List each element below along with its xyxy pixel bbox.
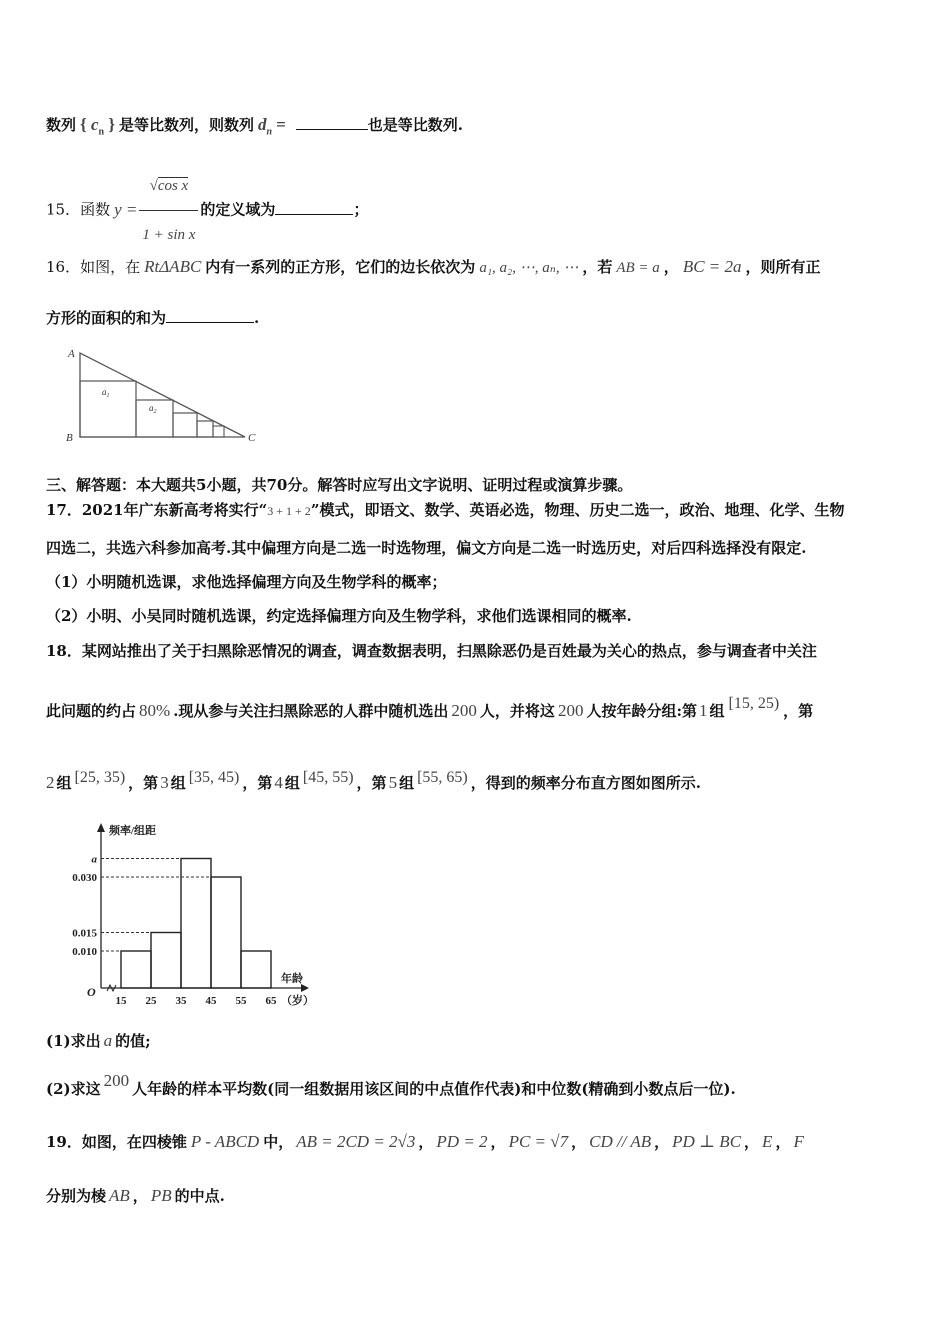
q14-eq: = (276, 115, 286, 134)
question-18-line1: 18．某网站推出了关于扫黑除恶情况的调查，调查数据表明，扫黑除恶仍是百姓最为关心的热点，参与调查者中关注 (46, 642, 817, 660)
q15-fraction (139, 162, 198, 259)
label-c: C (248, 432, 256, 444)
q19-cond-2: PD = 2 (436, 1132, 488, 1151)
y-tick-label: 0.010 (72, 946, 97, 958)
y-axis-arrow (97, 823, 105, 832)
q19-edge-ab: AB (109, 1186, 130, 1205)
axis-break-mark (107, 985, 116, 991)
q19-cond-1: AB = 2CD = 2√3 (296, 1132, 416, 1151)
triangle-figure (60, 345, 270, 445)
question-15 (46, 162, 368, 259)
q15-denominator: 1 + sin x (142, 227, 196, 243)
q19-point-f: F (793, 1132, 804, 1151)
question-17-part1: （1）小明随机选课，求他选择偏理方向及生物学科的概率； (46, 573, 447, 591)
histogram-bar (151, 933, 181, 989)
x-axis-label: 年龄 (281, 973, 303, 985)
square-a2 (136, 400, 173, 437)
q18-count: 200 (557, 701, 584, 720)
square-a4 (197, 421, 213, 437)
question-18-sub2: (2)求这 200 人年龄的样本平均数(同一组数据用该区间的中点值作代表)和中位数(精确到小数点后一位). (46, 1071, 736, 1098)
answer-blank[interactable] (296, 113, 368, 130)
histogram-bar (181, 859, 211, 989)
x-unit-label: （岁） (281, 995, 314, 1007)
question-17-part2: （2）小明、小吴同时随机选课，约定选择偏理方向及生物学科，求他们选课相同的概率. (46, 607, 632, 625)
square-a1 (80, 381, 136, 437)
q17-text: ”模式，即语文、数学、英语必选，物理、历史二选一，政治、地理、化学、生物 (310, 501, 845, 519)
q15-number: 15．函数 (46, 200, 111, 219)
q14-cn: { $c_n$ } (80, 115, 116, 138)
label-a: A (68, 348, 75, 360)
q14-text: 数列 (46, 116, 77, 134)
question-18-sub1: (1)求出 a 的值; (46, 1031, 151, 1050)
q18-interval-2: [25, 35) (74, 769, 126, 786)
q15-numerator: √cos x (139, 162, 198, 211)
y-tick-label: a (91, 853, 97, 866)
x-tick-label: 55 (235, 995, 247, 1007)
q16-text: 方形的面积的和为 (46, 309, 167, 327)
q17-mode: 3 + 1 + 2 (267, 504, 311, 518)
square-a5 (213, 426, 224, 437)
q18-interval-3: [35, 45) (188, 769, 240, 786)
question-19-line2: 分别为棱 AB ， PB 的中点. (46, 1186, 225, 1205)
q14-dn: $d_n$ (258, 115, 273, 138)
q14-line (46, 113, 463, 143)
q18-interval-4: [45, 55) (302, 769, 354, 786)
q19-cond-3: PC = √7 (508, 1132, 569, 1151)
q18-group-no: 1 (698, 701, 708, 720)
question-19-line1: 19．如图，在四棱锥 P - ABCD 中， AB = 2CD = 2√3 ， PD = 2 ， PC = √7 ， CD // AB ， PD ⊥ BC ， E ， F (46, 1132, 804, 1151)
q16-triangle: RtΔABC (144, 257, 202, 276)
answer-blank[interactable] (275, 198, 353, 215)
label-a2: $a_2$ (149, 403, 157, 415)
q19-edge-pb: PB (150, 1186, 172, 1205)
q16-number: 16．如图，在 (46, 258, 141, 276)
q16-text: ，若 (582, 258, 613, 276)
label-b: B (66, 432, 73, 444)
q19-cond-4: CD // AB (589, 1132, 652, 1151)
q18-percent: 80% (139, 701, 171, 720)
q18-interval-5: [55, 65) (417, 769, 468, 786)
q16-sequence: a₁, a₂, ⋯, aₙ, ⋯ (479, 260, 579, 276)
q16-text: ，则所有正 (745, 258, 821, 276)
question-18-line3: 2 组 [25, 35) ，第 3 组 [35, 45) ，第 4 组 [45, 55) ，第 5 组 [55, 65) ，得到的频率分布直方图如图所示. (46, 769, 701, 792)
answer-blank[interactable] (166, 306, 254, 323)
question-16 (46, 256, 821, 279)
q19-pyramid: P - ABCD (190, 1132, 260, 1151)
x-tick-label: 25 (145, 995, 157, 1007)
q18-group-no: 3 (160, 773, 169, 792)
q19-cond-5: PD ⊥ BC (672, 1132, 742, 1151)
q18-group-no: 2 (46, 773, 55, 792)
y-tick-label: 0.015 (72, 927, 97, 940)
histogram-bar (121, 951, 151, 988)
q14-text: 是等比数列，则数列 (119, 116, 255, 134)
x-tick-label: 35 (175, 995, 187, 1007)
x-tick-label: 65 (265, 995, 277, 1007)
histogram-bar (241, 951, 271, 988)
q16-text: ， (663, 258, 679, 276)
question-17-line1 (46, 499, 844, 522)
q16-text: . (254, 309, 260, 327)
q16-text: 内有一系列的正方形，它们的边长依次为 (205, 258, 476, 276)
q18-group-no: 5 (388, 773, 398, 792)
square-a3 (173, 413, 197, 437)
y-tick-label: 0.030 (72, 872, 97, 884)
y-axis-label: 频率/组距 (109, 825, 157, 837)
q15-text: 的定义域为 (200, 200, 276, 219)
q19-point-e: E (762, 1132, 773, 1151)
q14-text: 也是等比数列. (367, 116, 464, 134)
q18-interval-1: [15, 25) (728, 695, 780, 712)
origin-label: O (87, 985, 96, 999)
q15-text: ； (353, 200, 369, 219)
x-axis-arrow (301, 984, 309, 992)
q17-text: 17．2021年广东新高考将实行“ (46, 501, 268, 519)
q18-group-no: 4 (274, 773, 283, 792)
question-16-line2 (46, 306, 259, 329)
q18-count: 200 (103, 1071, 130, 1090)
section-3-header: 三、解答题：本大题共5小题，共70分。解答时应写出文字说明、证明过程或演算步骤。 (46, 476, 633, 494)
histogram-bar (211, 877, 241, 988)
frequency-histogram (46, 820, 326, 1010)
q18-count: 200 (451, 701, 477, 720)
q15-lhs: y = (114, 199, 138, 219)
label-a1: $a_1$ (102, 387, 110, 399)
x-tick-label: 45 (205, 995, 217, 1007)
x-tick-label: 15 (115, 995, 127, 1007)
q16-ab: AB = a (616, 260, 660, 276)
q18-var-a: a (103, 1031, 113, 1050)
q16-bc: BC = 2a (682, 257, 742, 276)
question-18-line2: 此问题的约占 80% .现从参与关注扫黑除恶的人群中随机选出 200 人，并将这 200 人按年龄分组:第 1 组 [15, 25) ，第 (46, 695, 814, 720)
question-17-line2: 四选二，共选六科参加高考.其中偏理方向是二选一时选物理，偏文方向是二选一时选历史，对后四科选择没有限定. (46, 539, 807, 557)
